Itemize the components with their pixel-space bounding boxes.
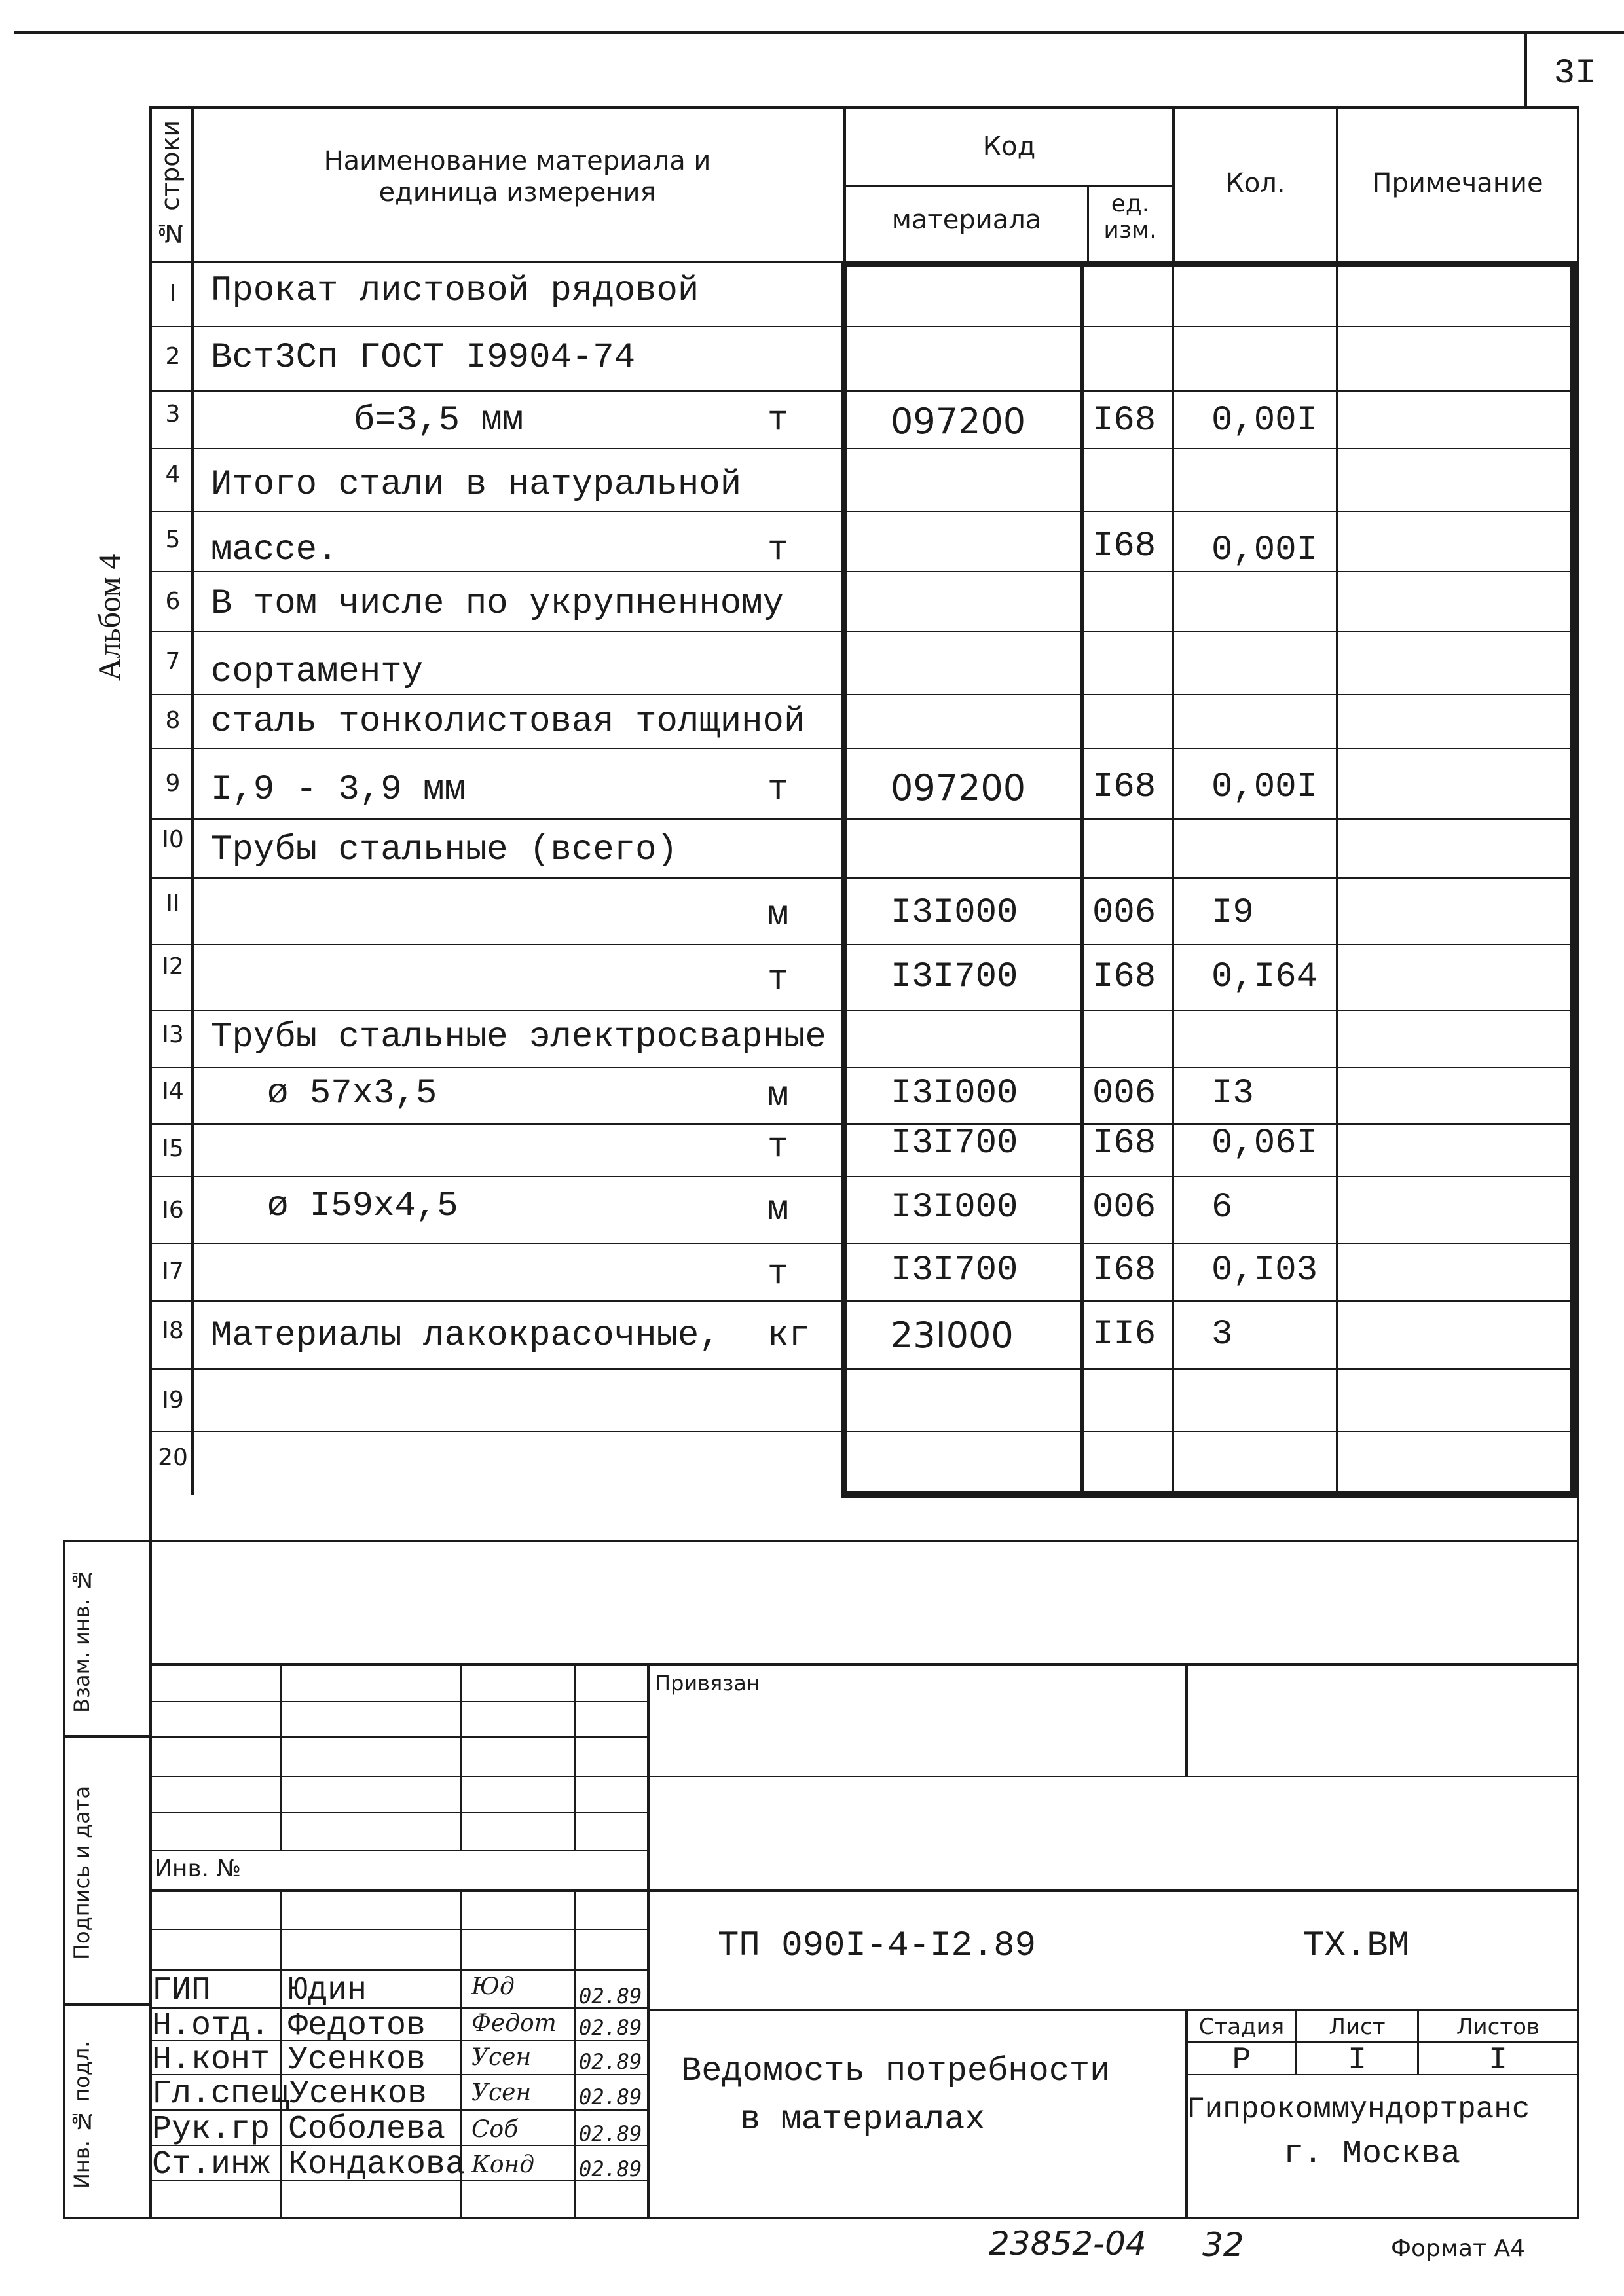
row-number: I <box>169 280 177 307</box>
organization-city: г. Москва <box>1283 2136 1461 2173</box>
signer-signature: Усен <box>471 2044 532 2071</box>
header-note: Примечание <box>1372 168 1543 198</box>
material-code: 23I000 <box>891 1315 1014 1356</box>
signer-signature: Юд <box>471 1973 515 2000</box>
material-name: Вст3Сп ГОСТ I9904-74 <box>211 338 636 378</box>
quantity: I9 <box>1211 893 1254 933</box>
row-number: 3 <box>165 401 181 428</box>
row-number: 7 <box>165 648 181 675</box>
quantity: 0,00I <box>1211 767 1318 807</box>
row-number: I3 <box>162 1021 184 1048</box>
quantity: 6 <box>1211 1188 1233 1228</box>
material-name: ø 57х3,5 <box>267 1074 437 1114</box>
signer-name: Кондакова <box>288 2146 466 2183</box>
quantity: I3 <box>1211 1074 1254 1114</box>
side-label-original-inventory: Инв. № подл. <box>69 2041 94 2189</box>
album-label: Альбом 4 <box>92 553 127 681</box>
quantity: 0,I03 <box>1211 1250 1318 1290</box>
unit-code: I68 <box>1092 526 1156 566</box>
material-code: I3I700 <box>891 957 1018 997</box>
stage-value: Р <box>1232 2043 1251 2078</box>
quantity: 3 <box>1211 1315 1233 1355</box>
signer-signature: Федот <box>471 2010 557 2037</box>
signer-date: 02.89 <box>579 1984 642 2009</box>
row-number: II <box>166 890 180 917</box>
sheet-label: Лист <box>1329 2014 1386 2040</box>
document-title-line1: Ведомость потребности <box>681 2052 1111 2090</box>
signer-role: Н.отд. <box>152 2007 270 2045</box>
signer-date: 02.89 <box>579 2157 642 2181</box>
row-number: I9 <box>162 1387 184 1413</box>
unit-code: I68 <box>1092 1123 1156 1163</box>
signer-date: 02.89 <box>579 2121 642 2146</box>
row-number: I8 <box>162 1317 184 1344</box>
row-number: I0 <box>162 826 184 853</box>
organization-name: Гипрокоммундортранс <box>1187 2092 1530 2126</box>
material-name: сортаменту <box>211 652 424 692</box>
document-mark: ТХ.ВМ <box>1303 1926 1410 1966</box>
unit-label: т <box>767 401 789 441</box>
row-number: 5 <box>165 526 181 553</box>
unit-label: т <box>767 1254 789 1294</box>
unit-code: 006 <box>1092 1074 1156 1114</box>
signer-name: Усенков <box>288 2041 426 2079</box>
row-number: I5 <box>162 1135 184 1162</box>
quantity: 0,I64 <box>1211 957 1318 997</box>
top-rule <box>14 31 1624 34</box>
signer-date: 02.89 <box>579 2049 642 2074</box>
signer-role: Ст.инж <box>152 2146 270 2183</box>
quantity: 0,06I <box>1211 1123 1318 1163</box>
signer-date: 02.89 <box>579 2085 642 2109</box>
header-code-material: материала <box>891 205 1042 235</box>
unit-label: т <box>767 530 789 570</box>
page-reference: 32 <box>1202 2226 1244 2264</box>
header-quantity: Кол. <box>1225 168 1285 198</box>
signer-signature: Усен <box>471 2079 532 2106</box>
unit-code: I68 <box>1092 1250 1156 1290</box>
header-material-name: Наименование материала и единица измерения <box>323 146 711 208</box>
material-code: I3I000 <box>891 1074 1018 1114</box>
material-name: б=3,5 мм <box>354 401 524 441</box>
signer-name: Соболева <box>288 2111 446 2148</box>
material-code: 097200 <box>891 401 1026 442</box>
unit-code: 006 <box>1092 1188 1156 1228</box>
unit-label: м <box>767 1076 789 1116</box>
material-name: Прокат листовой рядовой <box>211 271 699 311</box>
material-code: I3I700 <box>891 1250 1018 1290</box>
side-label-replacement-inventory: Взам. инв. № <box>69 1567 94 1713</box>
material-name: ø I59х4,5 <box>267 1186 458 1226</box>
stamp-number: 23852-04 <box>989 2225 1147 2263</box>
signer-role: ГИП <box>152 1972 212 2009</box>
row-number: 20 <box>158 1444 188 1471</box>
material-code: I3I000 <box>891 893 1018 933</box>
unit-code: I68 <box>1092 401 1156 441</box>
sheet-value: I <box>1348 2043 1367 2078</box>
stage-label: Стадия <box>1198 2014 1285 2040</box>
row-number: 6 <box>165 588 181 615</box>
unit-code: 006 <box>1092 893 1156 933</box>
sheets-value: I <box>1488 2043 1507 2078</box>
material-name: Трубы стальные (всего) <box>211 830 678 870</box>
document-title-line2: в материалах <box>740 2100 986 2139</box>
row-number: I4 <box>162 1078 184 1104</box>
page-number-divider <box>1524 34 1527 106</box>
material-name: Итого стали в натуральной <box>211 465 742 505</box>
unit-label: м <box>767 896 789 936</box>
material-name: Трубы стальные электросварные <box>211 1017 826 1057</box>
material-code: I3I000 <box>891 1188 1018 1228</box>
tied-label: Привязан <box>655 1671 760 1696</box>
material-code: 097200 <box>891 767 1026 809</box>
row-number: I2 <box>162 953 184 980</box>
signer-name: .Усенков <box>270 2075 428 2113</box>
inventory-number-label: Инв. № <box>155 1855 242 1882</box>
row-number: I7 <box>162 1258 184 1285</box>
side-label-signature-date: Подпись и дата <box>69 1785 94 1959</box>
signer-role: Гл.спец <box>152 2075 290 2113</box>
unit-label: т <box>767 770 789 810</box>
signer-role: Н.конт <box>152 2041 270 2079</box>
signer-signature: Соб <box>471 2116 519 2143</box>
unit-code: II6 <box>1092 1315 1156 1355</box>
material-name: Материалы лакокрасочные, <box>211 1316 720 1356</box>
row-number: 2 <box>165 343 181 370</box>
signer-role: Рук.гр <box>152 2111 270 2148</box>
signer-date: 02.89 <box>579 2015 642 2040</box>
quantity: 0,00I <box>1211 401 1318 441</box>
material-code: I3I700 <box>891 1123 1018 1163</box>
material-name: I,9 - 3,9 мм <box>211 770 466 810</box>
material-name: В том числе по укрупненному <box>211 584 784 624</box>
row-number: 8 <box>165 707 181 734</box>
unit-label: кг <box>767 1316 810 1356</box>
unit-label: т <box>767 960 789 1000</box>
signer-name: Федотов <box>288 2007 426 2045</box>
unit-code: I68 <box>1092 957 1156 997</box>
header-code: Код <box>982 132 1036 162</box>
page-number: 3I <box>1553 54 1596 94</box>
quantity: 0,00I <box>1211 530 1318 570</box>
signer-name: Юдин <box>288 1972 367 2009</box>
row-number: I6 <box>162 1197 184 1224</box>
material-name: массе. <box>211 530 339 570</box>
unit-label: т <box>767 1127 789 1167</box>
unit-code: I68 <box>1092 767 1156 807</box>
signer-signature: Конд <box>471 2151 535 2178</box>
row-number: 9 <box>165 770 181 797</box>
header-row-number: № строки <box>156 120 185 248</box>
document-code: ТП 090I-4-I2.89 <box>718 1926 1037 1966</box>
format-label: Формат А4 <box>1391 2235 1526 2262</box>
row-number: 4 <box>165 461 181 488</box>
sheets-label: Листов <box>1456 2014 1540 2040</box>
material-name: сталь тонколистовая толщиной <box>211 702 805 742</box>
unit-label: м <box>767 1190 789 1230</box>
header-code-unit: ед. изм. <box>1103 191 1157 244</box>
